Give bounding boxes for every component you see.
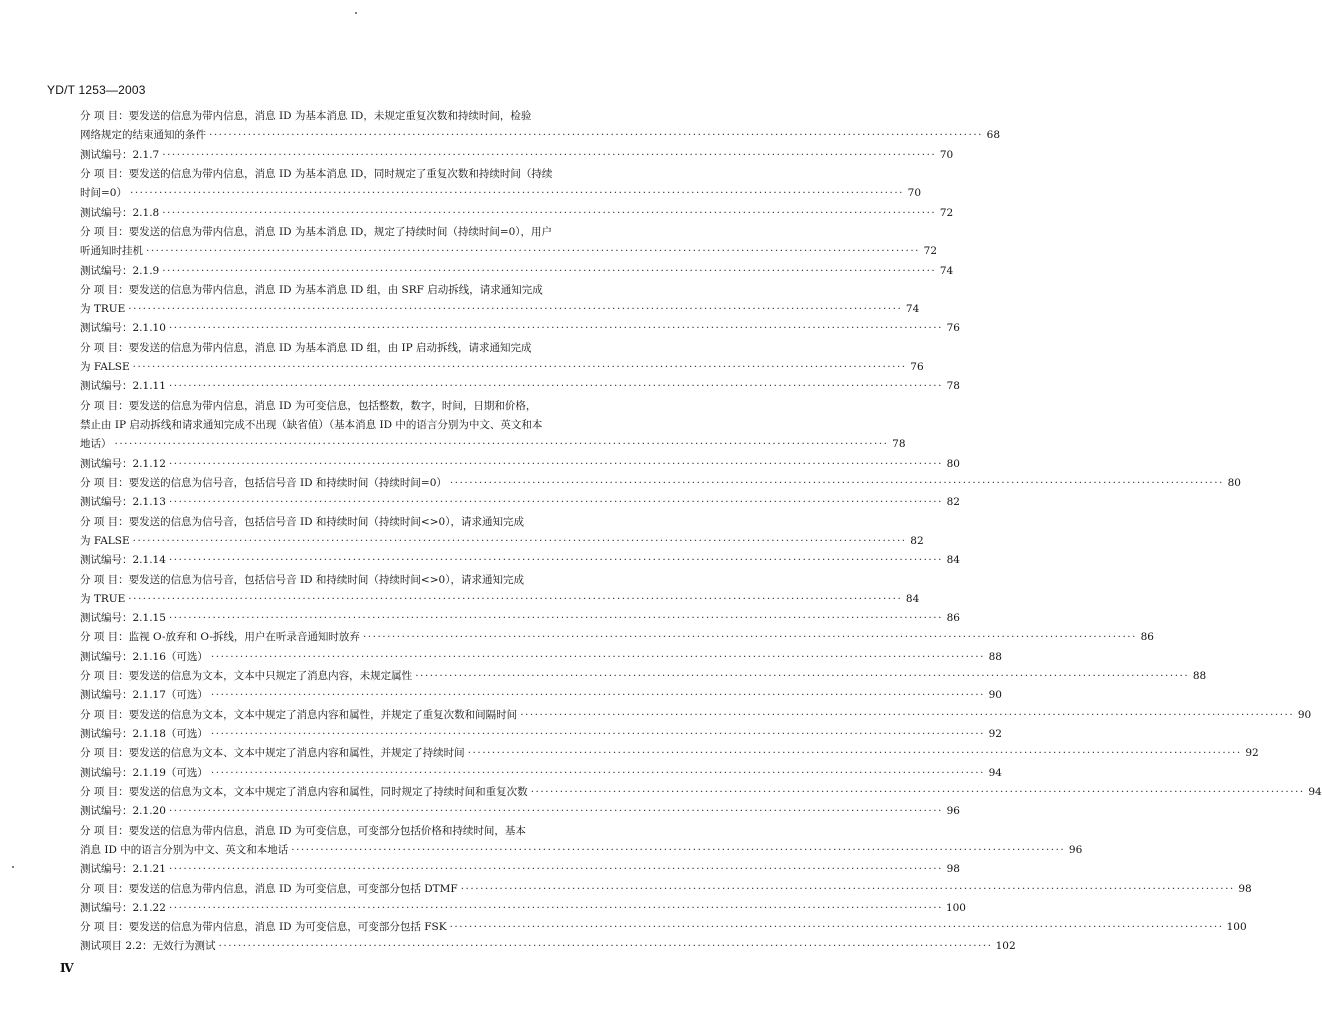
toc-line-text: 为 TRUE [80,592,126,605]
toc-line [80,416,665,435]
toc-line [80,822,665,841]
toc-line [80,300,920,319]
dot-leader [363,628,1137,647]
toc-line [80,667,1207,686]
dot-leader [162,262,936,281]
toc-page-number: 82 [910,534,924,547]
toc-line-text: 测试编号：2.1.14 [80,554,166,567]
toc-line-text: 测试编号：2.1.20 [80,805,166,818]
dot-leader [461,880,1235,899]
toc-line-text: 网络规定的结束通知的条件 [80,129,206,142]
toc-page-number: 78 [946,380,960,393]
dot-leader [211,725,985,744]
toc-line [80,764,1002,783]
dot-leader [169,860,943,879]
toc-line-text: 测试编号：2.1.7 [80,148,160,161]
toc-line [80,242,938,261]
toc-entry [80,493,960,512]
toc-entry [80,802,960,821]
toc-entry [80,628,1154,647]
toc-line-text: 禁止由 IP 启动拆线和请求通知完成不出现（缺省值）（基本消息 ID 中的语言分别为中文、英文和本 [80,419,543,431]
dot-leader [520,706,1294,725]
toc-entry [80,377,960,396]
toc-line-text: 地话） [80,438,112,451]
toc-entry [80,281,920,320]
toc-line-text: 测试编号：2.1.12 [80,457,166,470]
toc-entry [80,397,906,455]
toc-line [80,686,1002,705]
toc-entry [80,262,954,281]
toc-page-number: 70 [907,187,922,200]
toc-page-number: 74 [905,303,920,316]
dot-leader [531,783,1305,802]
scan-speck [12,866,14,868]
toc-page-number: 70 [939,148,954,161]
toc-line-text: 测试编号：2.1.16（可选） [80,650,208,663]
toc-line [80,841,1083,860]
dot-leader [133,532,907,551]
toc-line-text: 测试编号：2.1.19（可选） [80,766,208,779]
toc-line [80,281,665,300]
toc-line-text: 测试编号：2.1.21 [80,863,166,876]
toc-entry [80,165,922,204]
toc-page-number: 92 [1245,747,1259,760]
toc-line [80,204,954,223]
dot-leader [115,435,889,454]
toc-page-number: 88 [988,650,1002,663]
document-header: YD/T 1253—2003 [47,83,146,97]
toc-page-number: 78 [892,438,906,451]
dot-leader [468,744,1242,763]
toc-line-text: 分 项 目：要发送的信息为带内信息，消息 ID 为基本消息 ID 组，由 SRF 启动拆线，请求通知完成 [80,283,543,296]
toc-entry [80,107,1001,146]
toc-entry [80,860,960,879]
toc-page-number: 84 [905,592,920,605]
toc-line [80,706,1312,725]
toc-line [80,435,906,454]
dot-leader [169,899,943,918]
toc-entry [80,667,1207,686]
toc-entry [80,609,960,628]
toc-line-text: 测试编号：2.1.13 [80,496,166,509]
toc-entry [80,339,924,378]
toc-page-number: 90 [988,689,1002,702]
toc-page-number: 80 [946,457,960,470]
scan-speck [355,12,357,14]
toc-page-number: 74 [939,264,954,277]
toc-line-text: 为 FALSE [80,534,130,547]
dot-leader [169,455,943,474]
toc-line-text: 分 项 目：要发送的信息为带内信息，消息 ID 为可变信息，包括整数，数字，时间，日期和价格， [80,399,537,412]
toc-line-text: 分 项 目：要发送的信息为带内信息，消息 ID 为基本消息 ID，同时规定了重复次数和持续时间（持续 [80,167,553,180]
toc-line-text: 测试编号：2.1.15 [80,612,166,625]
toc-line-text: 分 项 目：要发送的信息为带内信息，消息 ID 为基本消息 ID，未规定重复次数和持续时间，检验 [80,110,532,122]
dot-leader [209,126,983,145]
toc-page-number: 102 [995,940,1016,953]
toc-line-text: 分 项 目：要发送的信息为文本，文本中只规定了消息内容，未规定属性 [80,670,413,683]
toc-page-number: 94 [1308,785,1322,798]
toc-line [80,918,1247,937]
toc-entry [80,706,1312,725]
toc-entry [80,513,924,552]
toc-line-text: 分 项 目：要发送的信息为文本，文本中规定了消息内容和属性，并规定了重复次数和间隔时间 [80,708,518,721]
toc-line [80,126,1001,145]
dot-leader [169,609,943,628]
toc-line [80,358,924,377]
toc-entry [80,937,1016,956]
toc-entry [80,455,960,474]
dot-leader [146,242,920,261]
toc-line [80,184,922,203]
toc-page-number: 82 [946,496,960,509]
toc-line [80,880,1252,899]
dot-leader [169,551,943,570]
toc-page-number: 72 [923,245,938,258]
toc-line-text: 分 项 目：要发送的信息为带内信息，消息 ID 为基本消息 ID，规定了持续时间（持续时间=0），用户 [80,225,553,238]
toc-line-text: 测试编号：2.1.17（可选） [80,689,208,702]
toc-entry [80,474,1241,493]
toc-entry [80,551,960,570]
toc-line-text: 测试编号：2.1.10 [80,322,166,335]
toc-line [80,744,1259,763]
dot-leader [211,686,985,705]
dot-leader [291,841,1065,860]
toc-entry [80,764,1002,783]
toc-page-number: 68 [986,129,1001,142]
toc-line-text: 分 项 目：要发送的信息为带内信息，消息 ID 为可变信息，可变部分包括 DTMF [80,882,458,895]
toc-line-text: 分 项 目：要发送的信息为信号音，包括信号音 ID 和持续时间（持续时间=0） [80,476,447,489]
toc-line [80,571,665,590]
toc-line [80,493,960,512]
toc-line-text: 分 项 目：要发送的信息为带内信息，消息 ID 为基本消息 ID 组，由 IP 启动拆线，请求通知完成 [80,341,532,354]
toc-entry [80,223,938,262]
toc-page-number: 100 [1226,921,1247,934]
dot-leader [169,493,943,512]
dot-leader [130,184,904,203]
toc-entry [80,725,1002,744]
toc-line [80,513,665,532]
toc-line-text: 分 项 目：要发送的信息为信号音，包括信号音 ID 和持续时间（持续时间<>0），请求通知完成 [80,515,524,528]
toc-entry [80,899,966,918]
toc-line-text: 分 项 目：要发送的信息为信号音，包括信号音 ID 和持续时间（持续时间<>0），请求通知完成 [80,573,524,586]
toc-page-number: 76 [946,322,960,335]
toc-entry [80,648,1002,667]
toc-line [80,590,920,609]
toc-line-text: 时间=0） [80,187,127,200]
dot-leader [162,146,936,165]
toc-page-number: 98 [1238,882,1252,895]
dot-leader [211,764,985,783]
dot-leader [169,319,943,338]
toc-page-number: 88 [1192,670,1207,683]
dot-leader [162,204,936,223]
table-of-contents [80,107,1322,957]
toc-line-text: 消息 ID 中的语言分别为中文、英文和本地话 [80,843,289,856]
toc-line [80,551,960,570]
toc-page-number: 94 [988,766,1002,779]
dot-leader [219,937,993,956]
toc-line [80,107,665,126]
toc-line [80,319,960,338]
toc-line [80,783,1322,802]
toc-line-text: 测试项目 2.2：无效行为测试 [80,940,216,953]
toc-page-number: 72 [939,206,954,219]
toc-line-text: 分 项 目：要发送的信息为带内信息，消息 ID 为可变信息，可变部分包括价格和持续时间，基本 [80,824,526,837]
toc-page-number: 96 [946,805,960,818]
toc-line [80,628,1154,647]
toc-page-number: 98 [946,863,960,876]
toc-line-text: 测试编号：2.1.22 [80,901,166,914]
toc-page-number: 90 [1297,708,1312,721]
toc-line-text: 测试编号：2.1.8 [80,206,160,219]
toc-page-number: 100 [945,901,966,914]
dot-leader [128,590,902,609]
toc-line-text: 为 FALSE [80,361,130,374]
dot-leader [128,300,902,319]
toc-line-text: 测试编号：2.1.11 [80,380,166,393]
dot-leader [169,802,943,821]
toc-line-text: 分 项 目：要发送的信息为带内信息，消息 ID 为可变信息，可变部分包括 FSK [80,921,447,934]
toc-line-text: 测试编号：2.1.18（可选） [80,728,208,740]
toc-entry [80,822,1083,861]
toc-line [80,532,924,551]
toc-entry [80,744,1259,763]
dot-leader [169,377,943,396]
toc-line [80,648,1002,667]
page-number-roman: Ⅳ [60,961,74,975]
toc-line-text: 测试编号：2.1.9 [80,264,160,277]
dot-leader [450,474,1224,493]
dot-leader [415,667,1189,686]
toc-page-number: 76 [910,361,924,374]
toc-line [80,899,966,918]
toc-entry [80,918,1247,937]
toc-page-number: 80 [1227,476,1241,489]
toc-line [80,860,960,879]
dot-leader [133,358,907,377]
dot-leader [450,918,1224,937]
toc-line [80,725,1002,744]
toc-line-text: 为 TRUE [80,303,126,316]
toc-page-number: 86 [946,612,960,625]
toc-line-text: 分 项 目：监视 O-放弃和 O-拆线，用户在听录音通知时放弃 [80,631,360,644]
toc-line [80,397,665,416]
toc-page-number: 96 [1068,843,1083,856]
toc-entry [80,783,1322,802]
toc-line [80,223,665,242]
toc-entry [80,880,1252,899]
toc-line [80,455,960,474]
toc-page-number: 84 [946,554,960,567]
dot-leader [211,648,985,667]
toc-line-text: 分 项 目：要发送的信息为文本、文本中规定了消息内容和属性，并规定了持续时间 [80,747,465,760]
toc-line-text: 分 项 目：要发送的信息为文本，文本中规定了消息内容和属性，同时规定了持续时间和重复次数 [80,785,528,798]
toc-line [80,377,960,396]
toc-line [80,262,954,281]
toc-line [80,165,665,184]
toc-line [80,937,1016,956]
toc-line [80,474,1241,493]
toc-line [80,609,960,628]
toc-line-text: 听通知时挂机 [80,245,143,258]
toc-line [80,802,960,821]
toc-entry [80,571,920,610]
toc-entry [80,146,954,165]
toc-entry [80,686,1002,705]
toc-entry [80,319,960,338]
toc-line [80,339,665,358]
toc-page-number: 92 [988,728,1002,740]
toc-line [80,146,954,165]
toc-page-number: 86 [1140,631,1154,644]
toc-entry [80,204,954,223]
